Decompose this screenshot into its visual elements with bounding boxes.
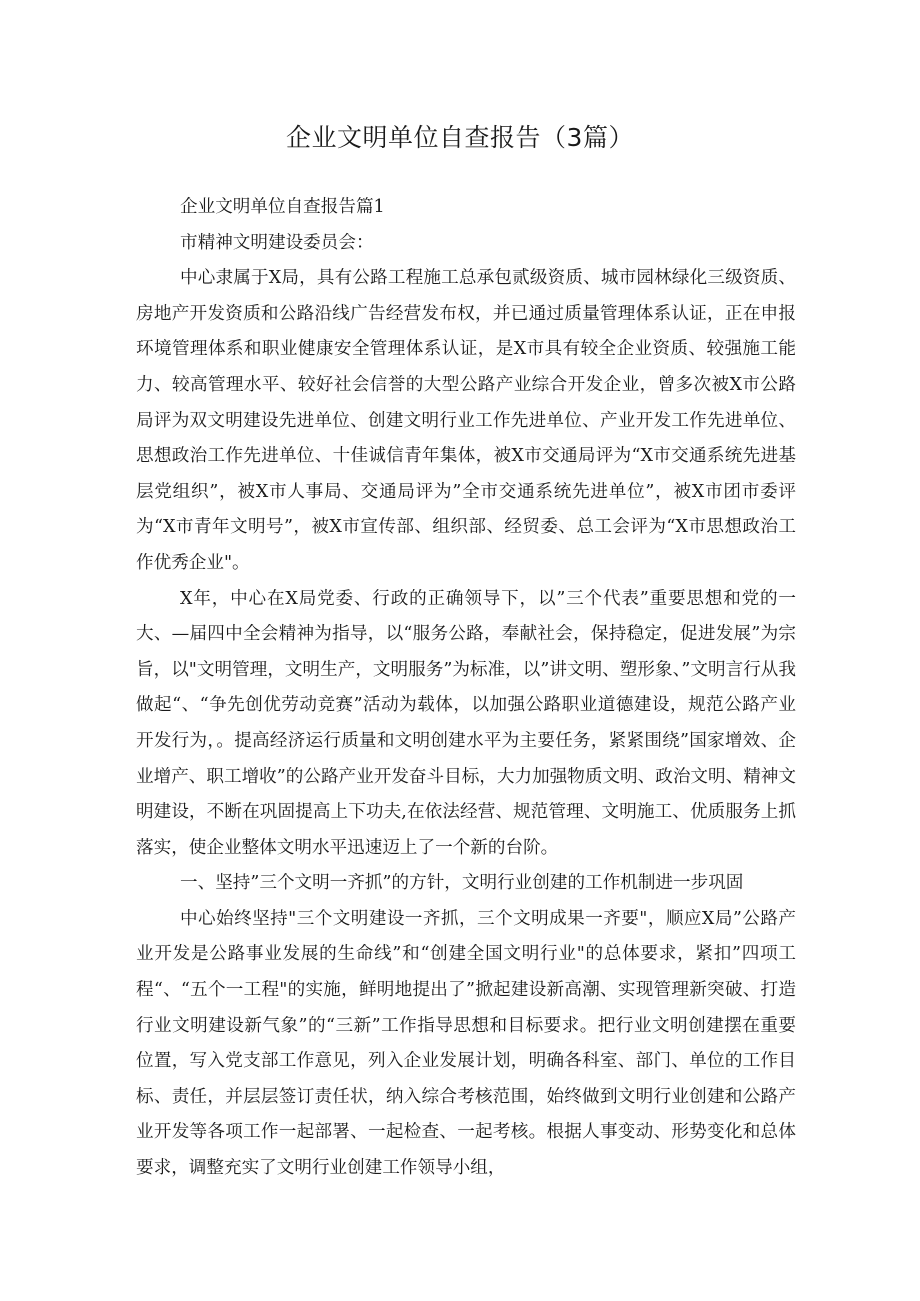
paragraph-mechanism: 中心始终坚持"三个文明建设一齐抓，三个文明成果一齐要"，顺应X局”公路产业开发是公路事业发展的生命线”和“创建全国文明行业"的总体要求，紧扣”四项工程“、“五个一工程"的实施，鲜明地提出了”掀起建设新高潮、实现管理新突破、打造行业文明建设新气象”的“三新”工作指导思想和目标要求。把行业文明创建摆在重要位置，写入党支部工作意见，列入企业发展计划，明确各科室、部门、单位的工作目标、责任，并层层签订责任状，纳入综合考核范围，始终做到文明行业创建和公路产业开发等各项工作一起部署、一起检查、一起考核。根据人事变动、形势变化和总体要求，调整充实了文明行业创建工作领导小组，: [136, 908, 796, 1179]
section-heading-1: 一、坚持”三个文明一齐抓”的方针，文明行业创建的工作机制进一步巩固: [180, 873, 744, 894]
section-title: 企业文明单位自查报告篇1: [180, 197, 385, 217]
paragraph-year-summary: X年，中心在X局党委、行政的正确领导下，以”三个代表”重要思想和党的一大、—届四中全会精神为指导，以“服务公路，奉献社会，保持稳定，促进发展”为宗旨，以"文明管理，文明生产，文明服务”为标准，以”讲文明、塑形象、”文明言行从我做起“、“争先创优劳动竞赛”活动为载体，以加强公路职业道德建设，规范公路产业开发行为，。提高经济运行质量和文明创建水平为主要任务，紧紧围绕”国家增效、企业增产、职工增收”的公路产业开发奋斗目标，大力加强物质文明、政治文明、精神文明建设，不断在巩固提高上下功夫,在依法经营、规范管理、文明施工、优质服务上抓落实，使企业整体文明水平迅速迈上了一个新的台阶。: [136, 588, 796, 858]
document-title: 企业文明单位自查报告（3篇）: [286, 123, 634, 152]
document-body: [136, 190, 796, 1187]
paragraph-intro: 中心隶属于X局，具有公路工程施工总承包贰级资质、城市园林绿化三级资质、房地产开发资质和公路沿线广告经营发布权，并已通过质量管理体系认证，正在申报环境管理体系和职业健康安全管理体系认证，是X市具有较全企业资质、较强施工能力、较高管理水平、较好社会信誉的大型公路产业综合开发企业，曾多次被X市公路局评为双文明建设先进单位、创建文明行业工作先进单位、产业开发工作先进单位、思想政治工作先进单位、十佳诚信青年集体，被X市交通局评为“X市交通系统先进基层党组织”，被X市人事局、交通局评为”全市交通系统先进单位”，被X市团市委评为“X市青年文明号”，被X市宣传部、组织部、经贸委、总工会评为“X市思想政治工作优秀企业"。: [136, 268, 796, 573]
salutation: 市精神文明建设委员会：: [180, 232, 374, 253]
